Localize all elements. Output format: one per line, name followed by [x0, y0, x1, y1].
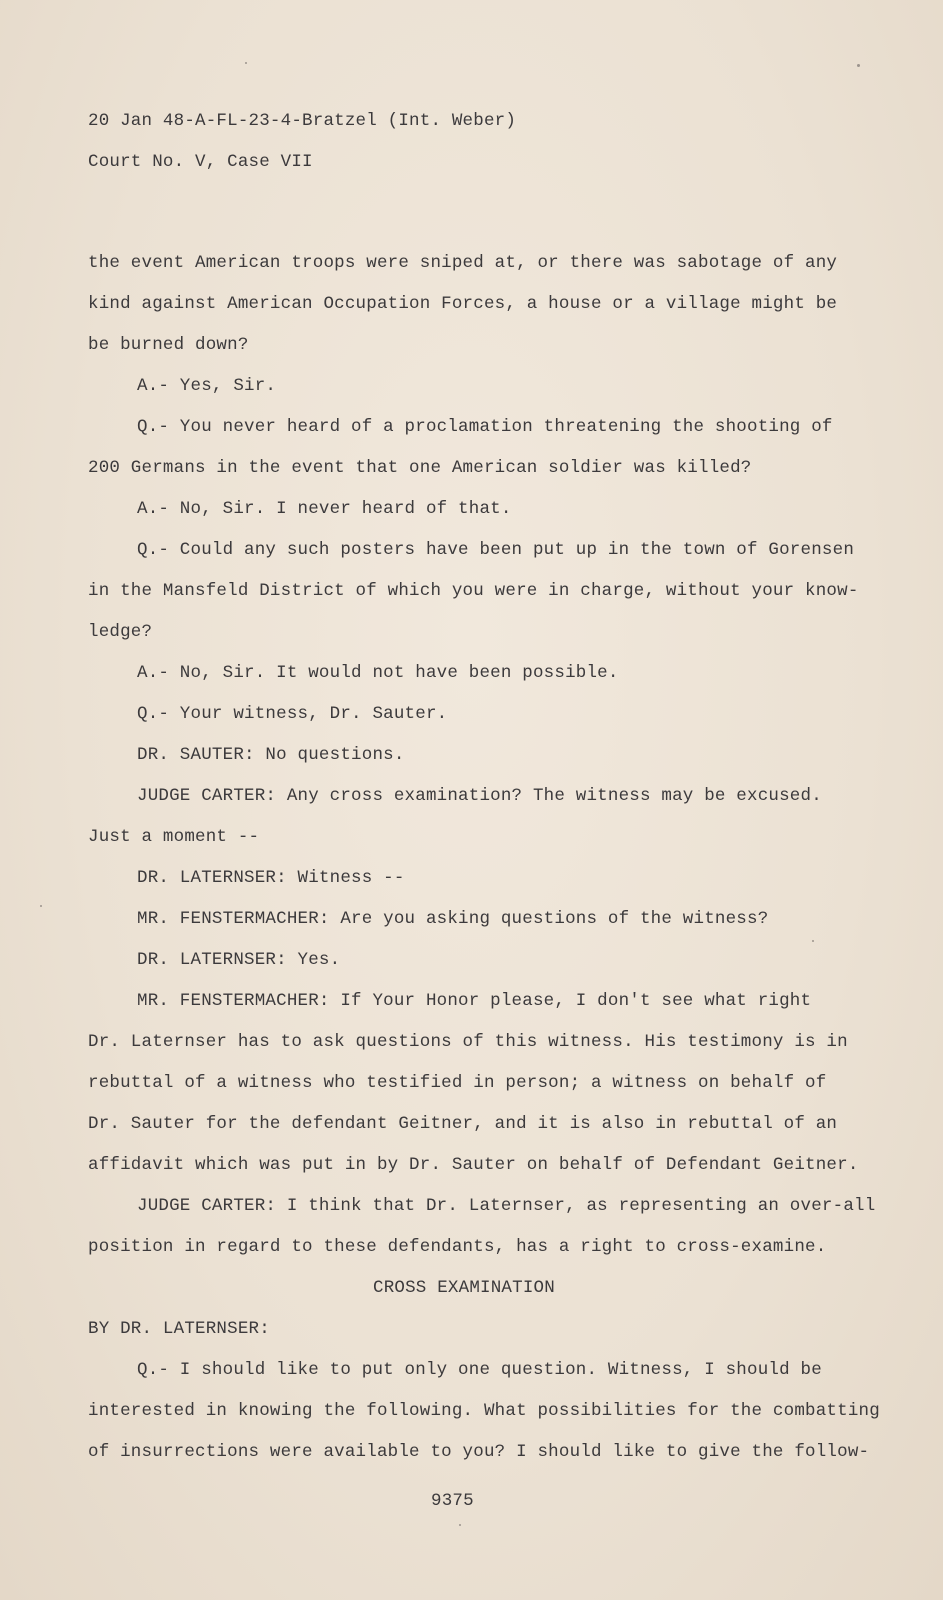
transcript-line-6: 200 Germans in the event that one American soldier was killed? — [88, 458, 752, 478]
transcript-line-29: interested in knowing the following. What possibilities for the combatting — [88, 1401, 880, 1421]
transcript-line-30: of insurrections were available to you? I should like to give the follow- — [88, 1442, 870, 1462]
transcript-line-4: A.- Yes, Sir. — [137, 376, 277, 396]
transcript-line-9: in the Mansfeld District of which you were in charge, without your know- — [88, 581, 859, 601]
page-number: 9375 — [431, 1491, 474, 1511]
transcript-line-15: Just a moment -- — [88, 827, 260, 847]
transcript-line-25: position in regard to these defendants, has a right to cross-examine. — [88, 1237, 827, 1257]
transcript-line-23: affidavit which was put in by Dr. Sauter on behalf of Defendant Geitner. — [88, 1155, 859, 1175]
transcript-line-13: DR. SAUTER: No questions. — [137, 745, 405, 765]
transcript-line-14: JUDGE CARTER: Any cross examination? The witness may be excused. — [137, 786, 822, 806]
transcript-line-5: Q.- You never heard of a proclamation threatening the shooting of — [137, 417, 833, 437]
transcript-line-24: JUDGE CARTER: I think that Dr. Laternser, as representing an over-all — [137, 1196, 876, 1216]
paper-speck — [857, 64, 860, 67]
transcript-line-22: Dr. Sauter for the defendant Geitner, and it is also in rebuttal of an — [88, 1114, 838, 1134]
transcript-line-2: kind against American Occupation Forces, a house or a village might be — [88, 294, 838, 314]
transcript-line-27: BY DR. LATERNSER: — [88, 1319, 270, 1339]
transcript-line-21: rebuttal of a witness who testified in person; a witness on behalf of — [88, 1073, 827, 1093]
transcript-line-16: DR. LATERNSER: Witness -- — [137, 868, 405, 888]
transcript-line-1: the event American troops were sniped at, or there was sabotage of any — [88, 253, 838, 273]
transcript-line-20: Dr. Laternser has to ask questions of this witness. His testimony is in — [88, 1032, 848, 1052]
paper-speck — [812, 940, 814, 942]
transcript-line-12: Q.- Your witness, Dr. Sauter. — [137, 704, 448, 724]
transcript-line-17: MR. FENSTERMACHER: Are you asking questions of the witness? — [137, 909, 769, 929]
paper-speck — [40, 905, 42, 907]
transcript-line-11: A.- No, Sir. It would not have been possible. — [137, 663, 619, 683]
transcript-line-19: MR. FENSTERMACHER: If Your Honor please, I don't see what right — [137, 991, 812, 1011]
paper-speck — [459, 1524, 461, 1526]
header-court-number: Court No. V, Case VII — [88, 152, 313, 172]
transcript-line-7: A.- No, Sir. I never heard of that. — [137, 499, 512, 519]
transcript-line-3: be burned down? — [88, 335, 249, 355]
transcript-line-10: ledge? — [88, 622, 153, 642]
transcript-line-8: Q.- Could any such posters have been put up in the town of Gorensen — [137, 540, 855, 560]
transcript-line-28: Q.- I should like to put only one question. Witness, I should be — [137, 1360, 822, 1380]
transcript-line-18: DR. LATERNSER: Yes. — [137, 950, 341, 970]
header-case-reference: 20 Jan 48-A-FL-23-4-Bratzel (Int. Weber) — [88, 111, 517, 131]
section-heading-cross-examination: CROSS EXAMINATION — [373, 1278, 555, 1298]
paper-speck — [245, 62, 247, 64]
